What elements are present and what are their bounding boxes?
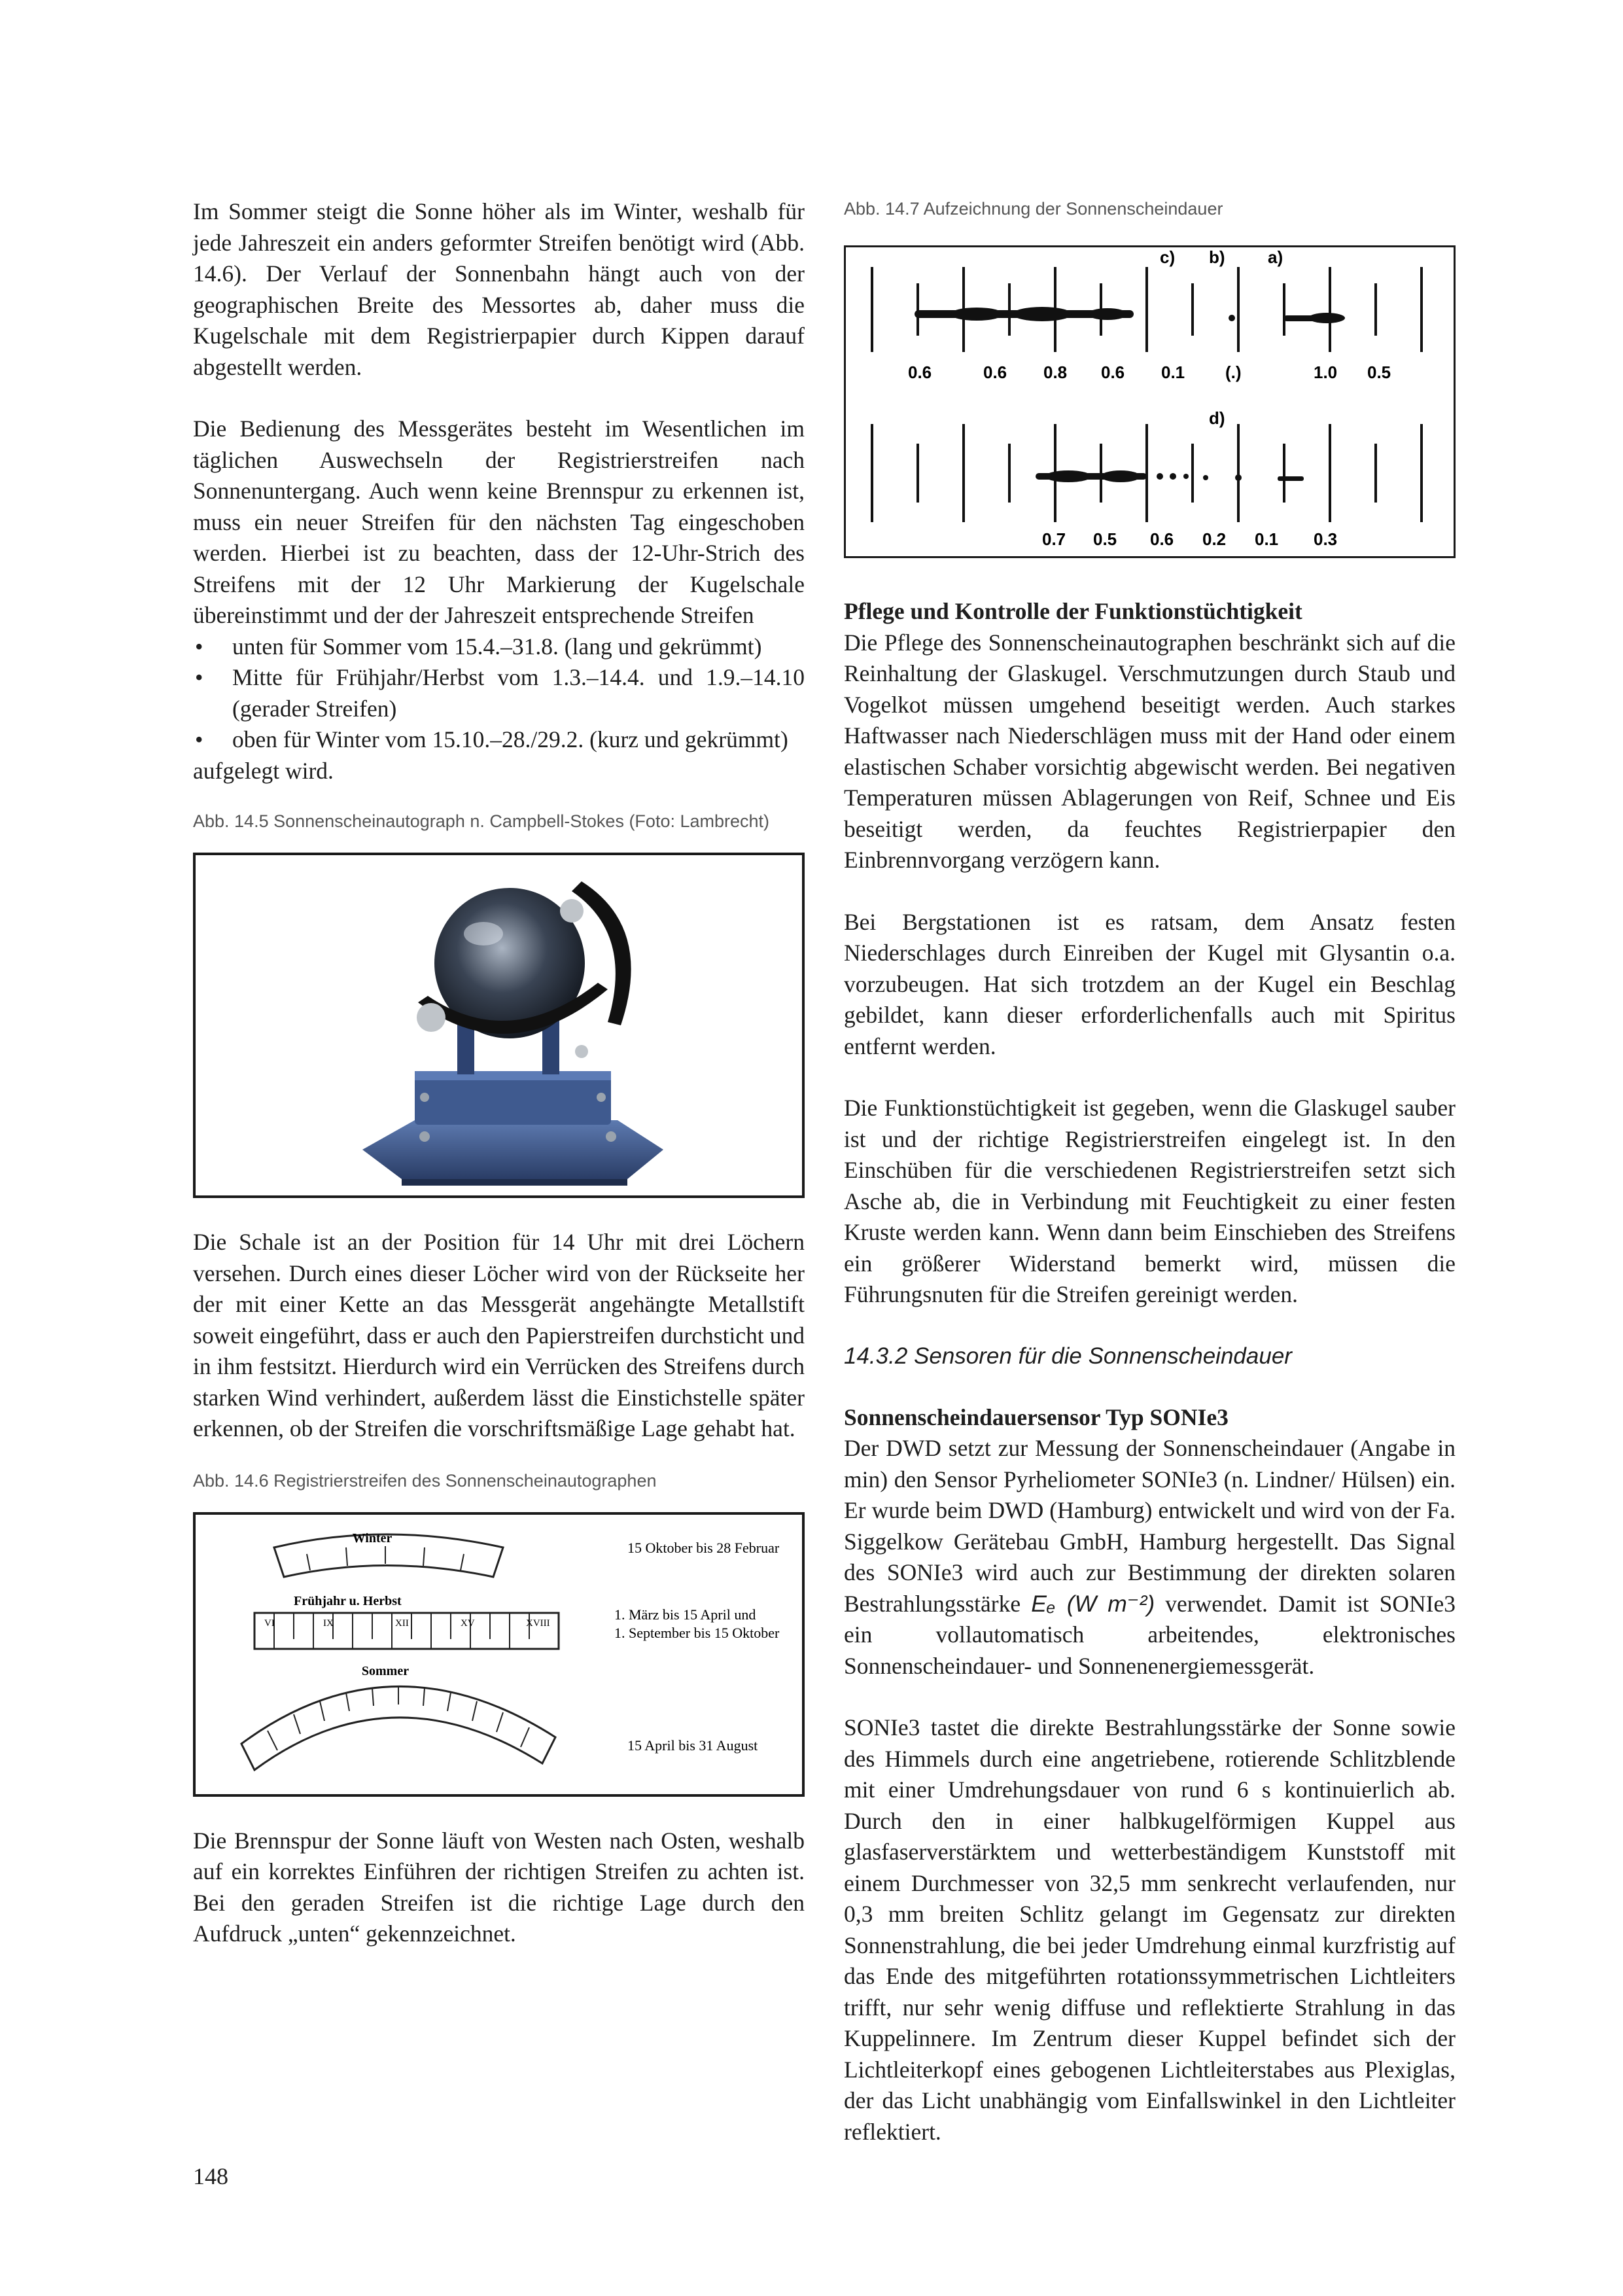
trace-value: 0.3 (1314, 529, 1338, 549)
paragraph-funktionstuechtigkeit: Die Funktionstüchtigkeit ist gegeben, wenn die Glaskugel sauber ist und der richtige Registrierstreifen eingelegt ist. In den Einschüben für die verschiedenen Registrierstreifen setzt sich Asche ab, die in Verbindung mit Feuchtigkeit zu einer festen Kruste werden kann. Wenn dann beim Einschieben des Streifens ein größerer Widerstand bemerkt wird, müssen die Führungsnuten für die Streifen gereinigt werden. (844, 1095, 1456, 1307)
trace-value: 0.6 (1101, 362, 1125, 382)
trace-value: 0.6 (1150, 529, 1174, 549)
paragraph-brennspur: Die Brennspur der Sonne läuft von Westen nach Osten, weshalb auf ein korrektes Einführen der richtigen Streifen zu achten ist. Bei den geraden Streifen ist die richtige Lage durch den Aufdruck „unten“ gekennzeichnet. (193, 1827, 805, 1947)
paragraph-bedienung: Die Bedienung des Messgerätes besteht im Wesentlichen im täglichen Auswechseln der Registrierstreifen nach Sonnenuntergang. Auch wenn keine Brennspur zu erkennen ist, muss ein neuer Streifen für den nächsten Tag eingeschoben werden. Hierbei ist zu beachten, dass der 12-Uhr-Strich des Streifens mit der 12 Uhr Markierung der Kugelschale übereinstimmt und der der Jahreszeit entsprechende Streifen (193, 415, 805, 628)
section-heading-14-3-2: 14.3.2 Sensoren für die Sonnenscheindauer (844, 1343, 1292, 1369)
paragraph-dwd (844, 1433, 1456, 1682)
trace-label: c) (1160, 247, 1176, 267)
figure-caption-14-5: Abb. 14.5 Sonnenscheinautograph n. Campbell-Stokes (Foto: Lambrecht) (193, 811, 770, 831)
strip-numeral: XV (461, 1617, 475, 1629)
trace-value: 0.1 (1161, 362, 1185, 382)
list-item: • oben für Winter vom 15.10.–28./29.2. (kurz und gekrümmt) (193, 724, 805, 756)
paragraph-sonie3-abtastung: SONIe3 tastet die direkte Bestrahlungsstärke der Sonne sowie des Himmels durch eine angetriebene, rotierende Schlitzblende mit einer Umdrehungsdauer von rund 6 s kontinuierlich ab. Durch den in einer halbkugelförmigen Kuppel aus glasfaserverstärktem und wetterbeständigem Kunststoff mit einem Durchmesser von 32,5 mm senkrecht verlaufenden, nur 0,3 mm breiten Schlitz gelangt im Gegensatz zur direkten Sonnenstrahlung, die bei jeder Umdrehung einmal kurzfristig auf das Ende des mitgeführten rotationssymmetrischen Lichtleiters trifft, nur sehr wenig diffuse und reflektierte Strahlung in das Kuppelinnere. Im Zentrum dieser Kuppel befindet sich der Lichtleiterkopf eines gebogenen Lichtleiterstabes aus Plexiglas, der das Licht unabhängig vom Einfallswinkel in den Lichtleiter reflektiert. (844, 1714, 1456, 2145)
fruehjahr-herbst-label: Frühjahr u. Herbst (294, 1593, 402, 1608)
trace-value: 0.8 (1043, 362, 1068, 382)
trace-value: 0.6 (908, 362, 932, 382)
season-list (193, 631, 805, 756)
strip-numeral: VI (264, 1617, 275, 1629)
fruehjahr-date-range-1: 1. März bis 15 April und (614, 1606, 756, 1623)
trace-value: 0.2 (1202, 529, 1227, 549)
paragraph-dwd-text: Der DWD setzt zur Messung der Sonnenscheindauer (Angabe in min) den Sensor Pyrheliometer SONIe3 (n. Lindner/ Hülsen) ein. Er wurde beim DWD (Hamburg) entwickelt und wird von der Fa. Siggelkow Gerätebau GmbH, Hamburg hergestellt. Das Signal des SONIe3 wird auch zur Bestimmung der direkten solaren Bestrahlungsstärke (844, 1435, 1456, 1617)
paragraph-sonnenbahn: Im Sommer steigt die Sonne höher als im Winter, weshalb für jede Jahreszeit ein anders geformter Streifen benötigt wird (Abb. 14.6). Der Verlauf der Sonnenbahn hängt auch von der geographischen Breite des Messortes ab, daher muss die Kugelschale mit dem Registrierpapier durch Kippen darauf abgestellt werden. (193, 198, 805, 380)
trace-label: a) (1268, 247, 1283, 267)
trace-value: 0.5 (1367, 362, 1391, 382)
trace-value: 0.1 (1255, 529, 1279, 549)
paragraph-schale: Die Schale ist an der Position für 14 Uhr mit drei Löchern versehen. Durch eines dieser Löcher wird von der Rückseite her der mit einer Kette an das Messgerät angehängte Metallstift soweit eingeführt, dass er auch den Papierstreifen durchsticht und in ihm festsitzt. Hierdurch wird ein Verrücken des Streifens durch starken Wind verhindert, außerdem lässt die Einstichstelle später erkennen, ob der Streifen die vorschriftsmäßige Lage gehabt hat. (193, 1229, 805, 1441)
winter-date-range: 15 Oktober bis 28 Februar (627, 1539, 780, 1556)
trace-value: 1.0 (1314, 362, 1338, 382)
figure-sunshine-trace (844, 245, 1456, 558)
page-number: 148 (193, 2163, 228, 2189)
strip-numeral: XII (395, 1617, 409, 1629)
paragraph-bergstationen: Bei Bergstationen ist es ratsam, dem Ansatz festen Niederschlages durch Einreiben der Kugel mit Glysantin o.a. vorzubeugen. Hat sich trotzdem an der Kugel ein Beschlag gebildet, kann dieser erforderlichenfalls auch mit Spiritus entfernt werden. (844, 908, 1456, 1059)
heading-sonie3: Sonnenscheindauersensor Typ SONIe3 (844, 1404, 1229, 1430)
campbell-stokes-recorder-image (196, 855, 802, 1195)
strips-diagram (196, 1515, 802, 1794)
trace-label: b) (1209, 247, 1225, 267)
winter-label: Winter (352, 1530, 393, 1545)
trace-label: d) (1209, 408, 1225, 428)
trace-value: 0.7 (1042, 529, 1066, 549)
irradiance-formula: Eₑ (W m⁻²) (1031, 1590, 1155, 1617)
heading-pflege: Pflege und Kontrolle der Funktionstüchtigkeit (844, 598, 1302, 624)
sommer-date-range: 15 April bis 31 August (627, 1737, 758, 1754)
paragraph-dwd-text-end: verwendet. Damit ist SONIe3 ein vollautomatisch arbeitendes, elektronisches Sonnenscheindauer- und Sonnenenergiemessgerät. (844, 1590, 1456, 1679)
sommer-label: Sommer (361, 1663, 410, 1678)
paragraph-pflege: Die Pflege des Sonnenscheinautographen beschränkt sich auf die Reinhaltung der Glaskugel. Verschmutzungen durch Staub und Vogelkot müssen umgehend beseitigt werden. Auch starkes Haftwasser nach Niederschlägen muss mit der Hand oder einem elastischen Schaber vorsichtig abgewischt werden. Bei negativen Temperaturen müssen Ablagerungen von Reif, Schnee und Eis beseitigt werden, da feuchtes Registrierpapier den Einbrennvorgang verzögern kann. (844, 629, 1456, 873)
sunshine-trace-diagram (846, 247, 1454, 556)
fruehjahr-date-range-2: 1. September bis 15 Oktober (614, 1624, 780, 1641)
strip-numeral: XVIII (526, 1617, 550, 1629)
strip-numeral: IX (323, 1617, 334, 1629)
trace-value: 0.6 (983, 362, 1007, 382)
paragraph-aufgelegt: aufgelegt wird. (193, 757, 334, 784)
figure-caption-14-6: Abb. 14.6 Registrierstreifen des Sonnenscheinautographen (193, 1470, 657, 1491)
trace-value: (.) (1225, 362, 1242, 382)
list-item: • unten für Sommer vom 15.4.–31.8. (lang und gekrümmt) (193, 631, 805, 663)
figure-caption-14-7: Abb. 14.7 Aufzeichnung der Sonnenscheindauer (844, 199, 1223, 219)
trace-value: 0.5 (1093, 529, 1117, 549)
list-item: • Mitte für Frühjahr/Herbst vom 1.3.–14.4. und 1.9.–14.10 (gerader Streifen) (193, 662, 805, 724)
right-column (844, 196, 1456, 2147)
figure-sunshine-recorder-photo (193, 853, 805, 1198)
left-column (193, 196, 805, 1950)
figure-recording-strips (193, 1512, 805, 1797)
